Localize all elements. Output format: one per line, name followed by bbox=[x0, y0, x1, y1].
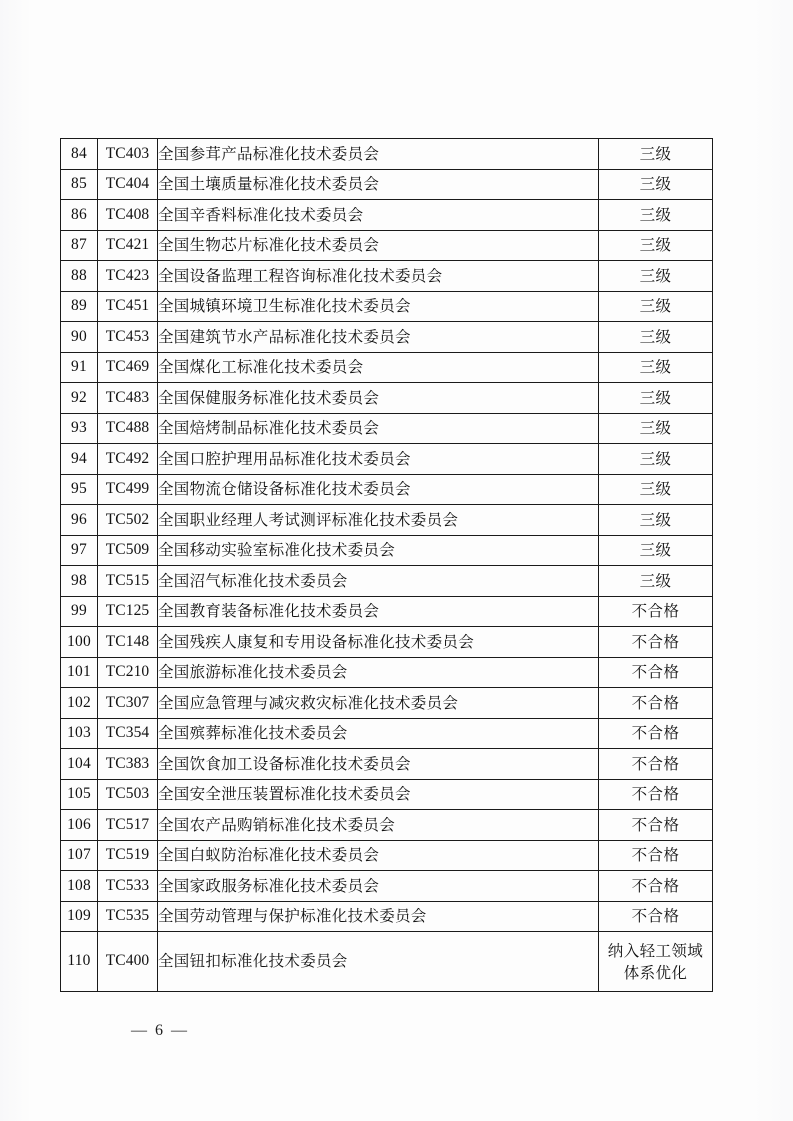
cell-index: 91 bbox=[61, 352, 98, 383]
cell-index: 99 bbox=[61, 596, 98, 627]
table-row bbox=[61, 535, 713, 566]
cell-tc-code: TC404 bbox=[98, 169, 158, 200]
cell-tc-code: TC533 bbox=[98, 871, 158, 902]
cell-committee-name: 全国农产品购销标准化技术委员会 bbox=[158, 810, 599, 841]
table-body bbox=[61, 139, 713, 992]
table-row bbox=[61, 596, 713, 627]
cell-index: 109 bbox=[61, 901, 98, 932]
cell-tc-code: TC492 bbox=[98, 444, 158, 475]
cell-committee-name: 全国家政服务标准化技术委员会 bbox=[158, 871, 599, 902]
cell-index: 103 bbox=[61, 718, 98, 749]
committee-evaluation-table-container bbox=[60, 138, 712, 992]
cell-committee-name: 全国教育装备标准化技术委员会 bbox=[158, 596, 599, 627]
cell-index: 90 bbox=[61, 322, 98, 353]
cell-status: 不合格 bbox=[599, 810, 713, 841]
cell-status bbox=[599, 932, 713, 992]
cell-committee-name: 全国白蚁防治标准化技术委员会 bbox=[158, 840, 599, 871]
cell-index: 84 bbox=[61, 139, 98, 170]
cell-committee-name: 全国移动实验室标准化技术委员会 bbox=[158, 535, 599, 566]
cell-status: 不合格 bbox=[599, 871, 713, 902]
cell-index: 107 bbox=[61, 840, 98, 871]
cell-tc-code: TC383 bbox=[98, 749, 158, 780]
cell-index: 86 bbox=[61, 200, 98, 231]
cell-committee-name: 全国钮扣标准化技术委员会 bbox=[158, 932, 599, 992]
cell-status: 不合格 bbox=[599, 657, 713, 688]
cell-index: 96 bbox=[61, 505, 98, 536]
table-row bbox=[61, 840, 713, 871]
cell-index: 92 bbox=[61, 383, 98, 414]
cell-tc-code: TC423 bbox=[98, 261, 158, 292]
cell-status: 不合格 bbox=[599, 840, 713, 871]
cell-tc-code: TC125 bbox=[98, 596, 158, 627]
cell-committee-name: 全国辛香料标准化技术委员会 bbox=[158, 200, 599, 231]
cell-status: 三级 bbox=[599, 139, 713, 170]
cell-tc-code: TC354 bbox=[98, 718, 158, 749]
table-row bbox=[61, 932, 713, 992]
cell-status: 不合格 bbox=[599, 749, 713, 780]
cell-tc-code: TC503 bbox=[98, 779, 158, 810]
cell-tc-code: TC210 bbox=[98, 657, 158, 688]
table-row bbox=[61, 383, 713, 414]
cell-tc-code: TC499 bbox=[98, 474, 158, 505]
cell-committee-name: 全国煤化工标准化技术委员会 bbox=[158, 352, 599, 383]
cell-tc-code: TC488 bbox=[98, 413, 158, 444]
cell-committee-name: 全国劳动管理与保护标准化技术委员会 bbox=[158, 901, 599, 932]
cell-index: 98 bbox=[61, 566, 98, 597]
cell-tc-code: TC400 bbox=[98, 932, 158, 992]
status-line: 体系优化 bbox=[623, 963, 688, 982]
cell-index: 104 bbox=[61, 749, 98, 780]
cell-tc-code: TC509 bbox=[98, 535, 158, 566]
cell-index: 105 bbox=[61, 779, 98, 810]
cell-committee-name: 全国城镇环境卫生标准化技术委员会 bbox=[158, 291, 599, 322]
table-row bbox=[61, 169, 713, 200]
table-row bbox=[61, 627, 713, 658]
cell-status: 三级 bbox=[599, 291, 713, 322]
cell-tc-code: TC403 bbox=[98, 139, 158, 170]
table-row bbox=[61, 413, 713, 444]
cell-committee-name: 全国保健服务标准化技术委员会 bbox=[158, 383, 599, 414]
cell-committee-name: 全国参茸产品标准化技术委员会 bbox=[158, 139, 599, 170]
cell-status: 三级 bbox=[599, 444, 713, 475]
cell-index: 94 bbox=[61, 444, 98, 475]
table-row bbox=[61, 322, 713, 353]
cell-status: 不合格 bbox=[599, 596, 713, 627]
cell-committee-name: 全国生物芯片标准化技术委员会 bbox=[158, 230, 599, 261]
cell-tc-code: TC469 bbox=[98, 352, 158, 383]
cell-tc-code: TC483 bbox=[98, 383, 158, 414]
cell-index: 106 bbox=[61, 810, 98, 841]
cell-status: 三级 bbox=[599, 505, 713, 536]
status-line: 纳入轻工领域 bbox=[607, 941, 704, 960]
cell-status: 三级 bbox=[599, 566, 713, 597]
cell-index: 87 bbox=[61, 230, 98, 261]
table-row bbox=[61, 566, 713, 597]
cell-status: 不合格 bbox=[599, 688, 713, 719]
cell-tc-code: TC307 bbox=[98, 688, 158, 719]
cell-index: 110 bbox=[61, 932, 98, 992]
cell-status: 三级 bbox=[599, 535, 713, 566]
cell-index: 100 bbox=[61, 627, 98, 658]
cell-committee-name: 全国饮食加工设备标准化技术委员会 bbox=[158, 749, 599, 780]
table-row bbox=[61, 200, 713, 231]
table-row bbox=[61, 291, 713, 322]
page-number: — 6 — bbox=[131, 1022, 189, 1039]
cell-tc-code: TC517 bbox=[98, 810, 158, 841]
cell-tc-code: TC408 bbox=[98, 200, 158, 231]
cell-status: 三级 bbox=[599, 413, 713, 444]
cell-committee-name: 全国设备监理工程咨询标准化技术委员会 bbox=[158, 261, 599, 292]
cell-committee-name: 全国沼气标准化技术委员会 bbox=[158, 566, 599, 597]
cell-status: 三级 bbox=[599, 169, 713, 200]
cell-status: 三级 bbox=[599, 200, 713, 231]
committee-evaluation-table bbox=[60, 138, 713, 992]
cell-committee-name: 全国焙烤制品标准化技术委员会 bbox=[158, 413, 599, 444]
cell-index: 85 bbox=[61, 169, 98, 200]
cell-index: 102 bbox=[61, 688, 98, 719]
table-row bbox=[61, 810, 713, 841]
cell-committee-name: 全国职业经理人考试测评标准化技术委员会 bbox=[158, 505, 599, 536]
table-row bbox=[61, 261, 713, 292]
cell-index: 97 bbox=[61, 535, 98, 566]
table-row bbox=[61, 139, 713, 170]
cell-status: 三级 bbox=[599, 261, 713, 292]
cell-tc-code: TC148 bbox=[98, 627, 158, 658]
cell-status: 不合格 bbox=[599, 901, 713, 932]
cell-committee-name: 全国建筑节水产品标准化技术委员会 bbox=[158, 322, 599, 353]
table-row bbox=[61, 779, 713, 810]
cell-status: 三级 bbox=[599, 383, 713, 414]
cell-index: 89 bbox=[61, 291, 98, 322]
table-row bbox=[61, 749, 713, 780]
table-row bbox=[61, 871, 713, 902]
table-row bbox=[61, 657, 713, 688]
table-row bbox=[61, 230, 713, 261]
table-row bbox=[61, 474, 713, 505]
cell-committee-name: 全国安全泄压装置标准化技术委员会 bbox=[158, 779, 599, 810]
table-row bbox=[61, 901, 713, 932]
cell-committee-name: 全国殡葬标准化技术委员会 bbox=[158, 718, 599, 749]
cell-index: 101 bbox=[61, 657, 98, 688]
cell-status: 三级 bbox=[599, 230, 713, 261]
cell-index: 93 bbox=[61, 413, 98, 444]
cell-status: 三级 bbox=[599, 322, 713, 353]
cell-tc-code: TC515 bbox=[98, 566, 158, 597]
cell-tc-code: TC421 bbox=[98, 230, 158, 261]
cell-tc-code: TC502 bbox=[98, 505, 158, 536]
cell-tc-code: TC519 bbox=[98, 840, 158, 871]
table-row bbox=[61, 352, 713, 383]
cell-tc-code: TC453 bbox=[98, 322, 158, 353]
cell-index: 88 bbox=[61, 261, 98, 292]
table-row bbox=[61, 718, 713, 749]
cell-status: 三级 bbox=[599, 352, 713, 383]
cell-committee-name: 全国旅游标准化技术委员会 bbox=[158, 657, 599, 688]
cell-committee-name: 全国残疾人康复和专用设备标准化技术委员会 bbox=[158, 627, 599, 658]
cell-status: 三级 bbox=[599, 474, 713, 505]
table-row bbox=[61, 688, 713, 719]
cell-committee-name: 全国应急管理与减灾救灾标准化技术委员会 bbox=[158, 688, 599, 719]
table-row bbox=[61, 444, 713, 475]
cell-index: 108 bbox=[61, 871, 98, 902]
cell-status: 不合格 bbox=[599, 779, 713, 810]
cell-committee-name: 全国物流仓储设备标准化技术委员会 bbox=[158, 474, 599, 505]
cell-status: 不合格 bbox=[599, 627, 713, 658]
cell-committee-name: 全国土壤质量标准化技术委员会 bbox=[158, 169, 599, 200]
cell-status: 不合格 bbox=[599, 718, 713, 749]
cell-committee-name: 全国口腔护理用品标准化技术委员会 bbox=[158, 444, 599, 475]
table-row bbox=[61, 505, 713, 536]
cell-tc-code: TC451 bbox=[98, 291, 158, 322]
cell-tc-code: TC535 bbox=[98, 901, 158, 932]
cell-index: 95 bbox=[61, 474, 98, 505]
